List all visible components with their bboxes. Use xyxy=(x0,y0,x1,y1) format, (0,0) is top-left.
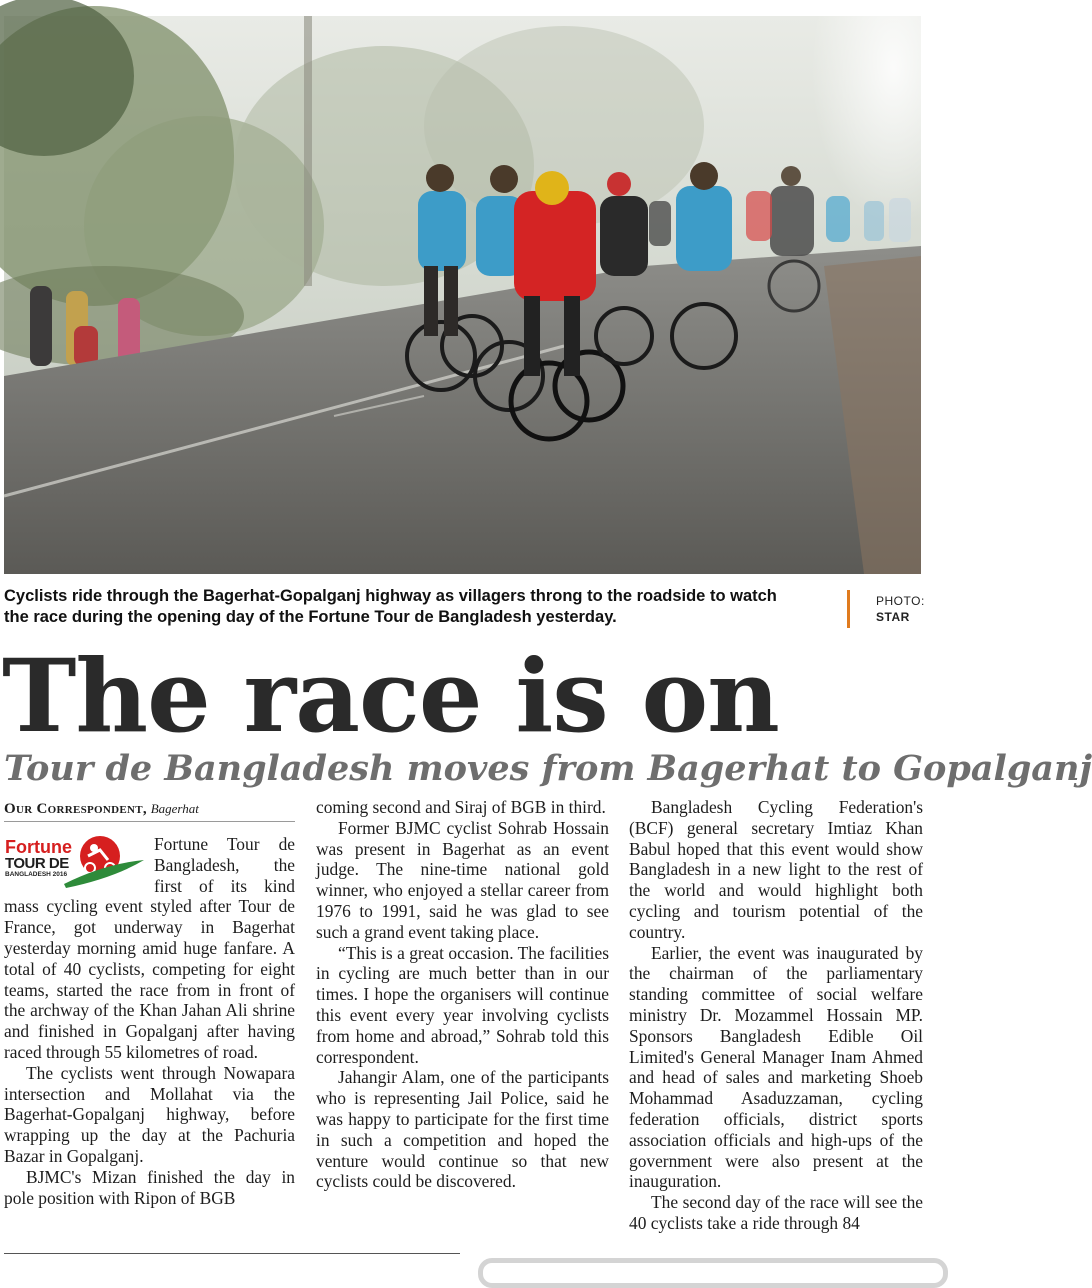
byline-place: Bagerhat xyxy=(150,801,199,816)
paragraph: The cyclists went through Nowapara intersection and Mollahat via the Bagerhat-Gopalganj highway, before wrapping up the day at the Pachuria Bazar in Gopalganj. xyxy=(4,1062,295,1166)
photo-caption: Cyclists ride through the Bagerhat-Gopalganj highway as villagers throng to the roadside to watch the race during the opening day of the Fortune Tour de Bangladesh yesterday. xyxy=(4,587,777,626)
logo-sub: BANGLADESH 2016 xyxy=(5,871,68,878)
photo-credit xyxy=(876,593,925,625)
headline: The race is on xyxy=(2,637,779,755)
paragraph: coming second and Siraj of BGB in third. xyxy=(316,797,606,817)
paragraph: Former BJMC cyclist Sohrab Hossain was present in Bagerhat as an event judge. The nine-time national gold winner, who enjoyed a stellar career from 1976 to 1991, said he was glad to see such a grand event taking place. xyxy=(316,817,609,942)
byline xyxy=(4,797,295,822)
byline-name: Our Correspondent, xyxy=(4,801,147,817)
paragraph: Earlier, the event was inaugurated by the chairman of the parliamentary standing committee of social welfare ministry Dr. Mozammel Hossain MP. Sponsors Bangladesh Edible Oil Limited's General Manager Inam Ahmed and head of sales and marketing Shoeb Mohammad Asaduzzaman, cycling federation officials, district sports association officials and high-ups of the government were also present at the inauguration. xyxy=(629,942,923,1192)
photo-credit-label: PHOTO: xyxy=(876,594,925,608)
photo-credit-source: STAR xyxy=(876,610,910,624)
cyclists-on-highway-photo xyxy=(4,16,921,574)
article-column-3 xyxy=(629,797,923,1234)
photo-credit-accent xyxy=(847,590,850,628)
fortune-tour-logo xyxy=(4,834,148,890)
paragraph: Jahangir Alam, one of the participants who is representing Jail Police, said he was happy to participate for the first time in such a competition and hoped the venture would continue so that new cyclists could be discovered. xyxy=(316,1067,609,1192)
adjacent-box-edge xyxy=(478,1258,948,1288)
paragraph: Bangladesh Cycling Federation's (BCF) general secretary Imtiaz Khan Babul hoped that this event would show Bangladesh in a new light to the rest of the world and would highlight both cycling and tourism potential of the country. xyxy=(629,797,923,942)
subheadline: Tour de Bangladesh moves from Bagerhat to Gopalganj xyxy=(4,748,1092,789)
paragraph: “This is a great occasion. The facilities in cycling are much better than in our times. I hope the organisers will continue this event every year involving cyclists from home and abroad,” Sohrab told this correspondent. xyxy=(316,942,609,1067)
paragraph: The second day of the race will see the 40 cyclists take a ride through 84 xyxy=(629,1192,923,1233)
paragraph: BJMC's Mizan finished the day in pole position with Ripon of BGB xyxy=(4,1166,295,1208)
paragraph: Fortune Tour de Bangladesh, the first of its kind mass cycling event styled after Tour de France, got underway in Bagerhat yesterday morning amid huge fanfare. A total of 40 cyclists, competing for eight teams, started the race from in front of the archway of the Khan Jahan Ali shrine and finished in Gopalganj after having raced through 55 kilometres of road. xyxy=(4,834,295,1062)
bottom-rule xyxy=(4,1253,460,1254)
article-column-2 xyxy=(316,797,609,1192)
article-column-1 xyxy=(4,797,295,1208)
news-photo xyxy=(4,16,921,574)
logo-brand: Fortune xyxy=(5,837,72,857)
logo-tour: TOUR DE xyxy=(5,855,69,872)
